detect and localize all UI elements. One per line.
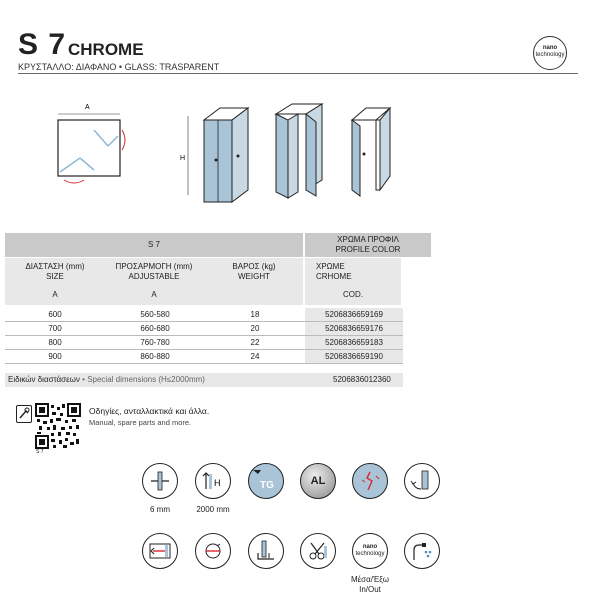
col-adj-unit: A [151, 290, 157, 299]
height-label: H [180, 155, 186, 162]
col-adjustable-header [106, 262, 202, 300]
col-adj-en: ADJUSTABLE [128, 272, 180, 281]
profile-header-en: PROFILE COLOR [335, 245, 401, 254]
table-model-header: S 7 [5, 233, 303, 257]
nano-technology-badge [533, 36, 567, 70]
in-out-gr: Μέσα/Έξω [350, 575, 390, 584]
table-body [5, 308, 403, 364]
easy-clean-icon [404, 533, 440, 569]
nano-icon-line2: technology [355, 551, 385, 557]
special-code: 5206836012360 [333, 375, 391, 384]
adjustable-profile-icon [142, 533, 178, 569]
cell-size: 700 [48, 324, 62, 333]
drawing-closed [204, 108, 248, 202]
tempered-glass-icon [248, 463, 284, 499]
rotation-icon [195, 533, 231, 569]
header-divider [18, 73, 578, 74]
drawing-open [352, 108, 390, 196]
plan-label-a: A [85, 104, 90, 111]
color-en: CRHOME [316, 272, 352, 281]
drawing-folding [276, 104, 322, 198]
cell-adjustable: 760-780 [140, 338, 170, 347]
manual-icon [16, 405, 32, 423]
cell-adjustable: 660-680 [140, 324, 170, 333]
profile-header-gr: ΧΡΩΜΑ ΠΡΟΦΙΛ [337, 235, 399, 244]
nano-technology-icon [352, 533, 388, 569]
cell-weight: 22 [250, 338, 260, 347]
glass-thickness-label: 6 mm [150, 505, 170, 514]
tg-text: TG [260, 480, 274, 491]
qr-code[interactable] [35, 403, 81, 449]
table-profile-header [305, 233, 431, 257]
col-size-header [20, 262, 90, 300]
nano-icon-text [355, 544, 384, 558]
table-row [5, 336, 403, 350]
table-row [5, 322, 403, 336]
cut-to-size-icon [300, 533, 336, 569]
table-row [5, 350, 403, 364]
color-gr: ΧΡΩΜΕ [316, 262, 345, 271]
cell-adjustable: 560-580 [140, 310, 170, 319]
cell-adjustable: 860-880 [140, 352, 170, 361]
cod-label: COD. [343, 290, 363, 299]
nano-badge-line1: nano [542, 45, 558, 51]
col-size-en: SIZE [46, 272, 64, 281]
manual-subtitle: Manual, spare parts and more. [89, 418, 192, 427]
plan-diagram [50, 100, 140, 190]
nano-icon-line1: nano [362, 544, 378, 550]
al-text: AL [310, 475, 326, 487]
cell-weight: 18 [250, 310, 260, 319]
qr-caption: S 7 [36, 449, 44, 455]
height-feature-label: 2000 mm [196, 505, 230, 514]
special-dimensions-row [5, 373, 403, 387]
col-color-header [316, 262, 352, 282]
manual-title: Οδηγίες, ανταλλακτικά και άλλα. [89, 406, 210, 416]
glass-thickness-icon [142, 463, 178, 499]
cell-weight: 24 [250, 352, 260, 361]
glass-type: ΚΡΥΣΤΑΛΛΟ: ΔΙΑΦΑΝΟ • GLASS: TRASPARENT [18, 62, 220, 72]
cell-code: 5206836659190 [305, 350, 403, 363]
cell-code: 5206836659176 [305, 322, 403, 335]
in-out-en: In/Out [359, 585, 381, 594]
shower-3d-drawings [176, 100, 411, 210]
col-weight-header [216, 262, 292, 282]
special-gr: Ειδικών διαστάσεων [8, 375, 80, 384]
floor-profile-icon [248, 533, 284, 569]
col-size-unit: A [52, 290, 58, 299]
height-icon [195, 463, 231, 499]
door-swing-icon [404, 463, 440, 499]
nano-badge-line2: technology [535, 52, 565, 58]
in-out-label [345, 575, 395, 595]
col-adj-gr: ΠΡΟΣΑΡΜΟΓΗ (mm) [115, 262, 193, 271]
cell-code: 5206836659183 [305, 336, 403, 349]
aluminium-icon [300, 463, 336, 499]
col-weight-gr: ΒΑΡΟΣ (kg) [232, 262, 276, 271]
cell-size: 600 [48, 310, 62, 319]
height-icon-letter: H [214, 478, 221, 488]
cell-size: 800 [48, 338, 62, 347]
cell-code: 5206836659169 [305, 308, 403, 321]
cell-weight: 20 [250, 324, 260, 333]
safety-glass-icon [352, 463, 388, 499]
product-model: S 7 [18, 28, 67, 61]
cell-size: 900 [48, 352, 62, 361]
table-row [5, 308, 403, 322]
col-weight-en: WEIGHT [238, 272, 270, 281]
special-en: • Special dimensions (H≤2000mm) [82, 375, 205, 384]
col-size-gr: ΔΙΑΣΤΑΣΗ (mm) [25, 262, 85, 271]
product-finish: CHROME [68, 40, 144, 59]
